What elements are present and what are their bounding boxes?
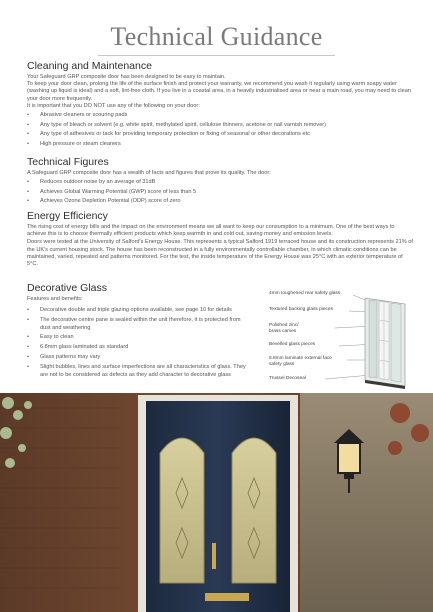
list-item: • Slight bubbles, lines and surface imperfections are all characteristics of glass. They are not to be considered as defects as they add character to decorative glass: [27, 364, 247, 379]
door-photo: [0, 393, 433, 612]
label-rear-glass: 4mm toughened rear safety glass: [269, 291, 341, 296]
figures-section: [27, 156, 413, 207]
list-item: • The decorative centre pane is sealed within the unit therefore, it is protected from dust and weathering: [27, 317, 247, 332]
energy-para-2: Doors were tested at the University of Salford's Energy House. This represents a typical Salford 1919 terraced house and its construction represents 21% of the UK's current housing stock. The house has been reconstructed in a fully environmentally controllable chamber, in which climatic conditions can be maintained, varied, repeated and patterns monitored. For the test, the inside temperature of the Energy House was 25°C with an exterior temperature of 5°C.: [27, 239, 413, 268]
glass-intro: Features and benefits:: [27, 296, 83, 302]
cleaning-list: [27, 111, 413, 149]
figures-list: [27, 178, 413, 207]
glass-section: [27, 282, 247, 381]
energy-section: [27, 210, 413, 268]
cleaning-warning: It is important that you DO NOT use any of the following on your door:: [27, 102, 200, 109]
cleaning-advice: To keep your door clean, prolong the life of the surface finish and protect your warranty, we recommend you wash it regularly using warm soapy water (washing up liquid is ideal) and a soft, lint-free cloth. If you live in a coastal area, in a heavily industrialised area or near a main road, you may need to clean your door more frequently.: [27, 81, 412, 102]
figures-heading: Technical Figures: [27, 156, 109, 168]
list-item: • High pressure or steam cleaners: [27, 140, 413, 150]
list-item: • Any type of adhesives or tack for providing temporary protection or fixing of seasonal or other decorations etc: [27, 130, 413, 140]
list-item: • Glass patterns may vary: [27, 354, 247, 361]
cleaning-intro: Your Safeguard GRP composite door has been designed to be easy to maintain.: [27, 74, 226, 80]
glass-heading: Decorative Glass: [27, 282, 107, 294]
energy-heading: Energy Efficiency: [27, 210, 108, 222]
glass-cross-section-diagram: [265, 290, 420, 390]
list-item: • Any type of bleach or solvent (e.g. white spirit, methylated spirit, cellulose thinners, acetone or nail varnish remover): [27, 121, 413, 131]
label-decoseal: Trussel Decoseal: [269, 376, 306, 381]
cleaning-heading: Cleaning and Maintenance: [27, 60, 152, 72]
label-laminate-glass: 6.8mm laminate external face safety glass: [269, 356, 332, 367]
cleaning-section: [27, 60, 413, 149]
list-item: • Abrasive cleaners or scouring pads: [27, 111, 413, 121]
label-bevelled-glass: Bevelled glass pieces: [269, 342, 316, 347]
list-item: • Easy to clean: [27, 334, 247, 341]
glass-unit-illustration: [265, 290, 420, 390]
glass-list: [27, 307, 247, 379]
list-item: • Achieves Global Warming Potential (GWP) score of less than 5: [27, 188, 413, 198]
list-item: • 6.8mm glass laminated as standard: [27, 344, 247, 351]
list-item: • Achieves Ozone Depletion Potential (ODP) score of zero: [27, 197, 413, 207]
label-backing-glass: Textured backing glass pieces: [269, 307, 333, 312]
door-scene-illustration: [0, 393, 433, 612]
figures-intro: A Safeguard GRP composite door has a wealth of facts and figures that prove its quality. The door:: [27, 170, 271, 176]
energy-para-1: The rising cost of energy bills and the impact on the environment means we all want to keep our consumption to a minimum. One of the best ways to achieve this is to choose thermally efficient products which keep warmth in and cold out, saving money and emission levels.: [27, 224, 395, 238]
page-title: Technical Guidance: [110, 22, 323, 51]
title-divider: [98, 55, 335, 56]
label-cames: Polished zinc/ brass cames: [269, 323, 299, 334]
list-item: • Decorative double and triple glazing options available, see page 10 for details: [27, 307, 247, 314]
list-item: • Reduces outdoor noise by an average of 31dB: [27, 178, 413, 188]
